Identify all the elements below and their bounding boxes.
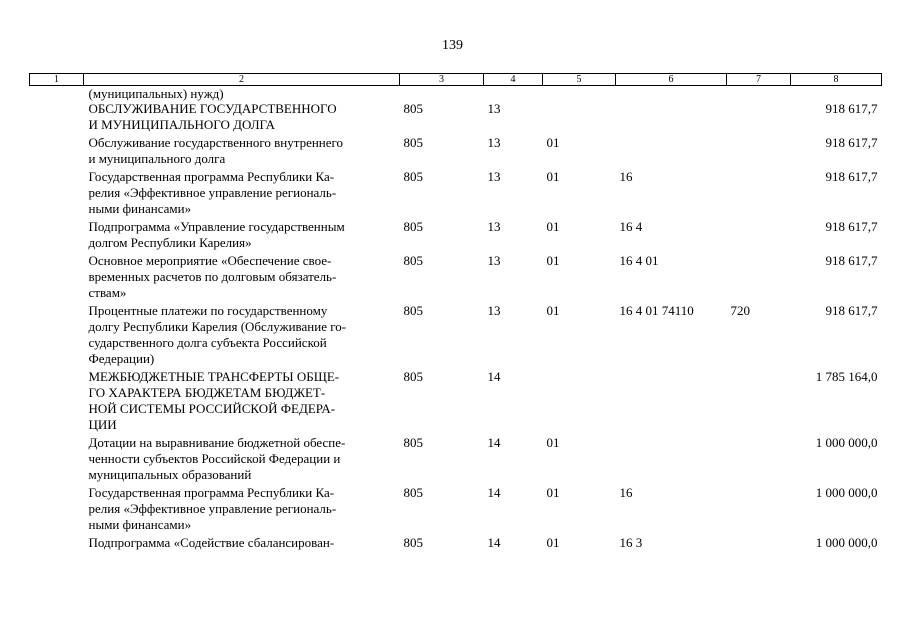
column-header-1: 1 <box>30 74 84 86</box>
expense-type-code <box>727 133 791 167</box>
description-line: временных расчетов по долговым обязатель- <box>88 269 337 284</box>
description-line: Федерации) <box>88 351 155 366</box>
expense-type-code <box>727 167 791 217</box>
description-line: муниципальных образований <box>88 467 252 482</box>
expense-type-code <box>727 101 791 133</box>
description-line: ченности субъектов Российской Федерации и <box>88 451 341 466</box>
row-number-cell <box>30 533 84 551</box>
column-numbers-header <box>30 74 882 86</box>
table-row <box>30 367 882 433</box>
amount: 1 000 000,0 <box>815 535 878 550</box>
section-code: 13 <box>487 135 501 150</box>
amount: 918 617,7 <box>825 101 878 116</box>
column-header-8: 8 <box>791 74 882 86</box>
description-line: ОБСЛУЖИВАНИЕ ГОСУДАРСТВЕННОГО <box>88 101 337 116</box>
table-row <box>30 533 882 551</box>
subsection-code: 01 <box>546 303 560 318</box>
table-row <box>30 251 882 301</box>
section-code: 13 <box>487 101 501 116</box>
row-description <box>84 251 400 301</box>
section-code: 14 <box>487 435 501 450</box>
description-line: и муниципального долга <box>88 151 226 166</box>
row-description <box>84 101 400 133</box>
table-row <box>30 101 882 133</box>
subsection-code <box>543 86 616 102</box>
expense-type-code <box>727 433 791 483</box>
description-line: сударственного долга субъекта Российской <box>88 335 327 350</box>
subsection-code <box>543 367 616 433</box>
target-article-code <box>616 101 727 133</box>
section-code: 14 <box>487 535 501 550</box>
target-article-code: 16 4 01 74110 <box>619 303 694 318</box>
ministry-code: 805 <box>403 101 423 116</box>
description-line: Обслуживание государственного внутреннего <box>88 135 344 150</box>
ministry-code: 805 <box>403 535 423 550</box>
description-line: ЦИИ <box>88 417 117 432</box>
column-header-2: 2 <box>84 74 400 86</box>
ministry-code: 805 <box>403 485 423 500</box>
row-description <box>84 167 400 217</box>
description-line: И МУНИЦИПАЛЬНОГО ДОЛГА <box>88 117 276 132</box>
description-line: Подпрограмма «Содействие сбалансирован- <box>88 535 335 550</box>
column-header-6: 6 <box>616 74 727 86</box>
description-line: ГО ХАРАКТЕРА БЮДЖЕТАМ БЮДЖЕТ- <box>88 385 326 400</box>
subsection-code <box>543 101 616 133</box>
section-code <box>484 86 543 102</box>
page-number: 139 <box>442 38 463 53</box>
amount <box>791 86 882 102</box>
amount: 918 617,7 <box>825 169 878 184</box>
row-number-cell <box>30 101 84 133</box>
table-row <box>30 301 882 367</box>
row-description <box>84 133 400 167</box>
amount: 918 617,7 <box>825 253 878 268</box>
row-description <box>84 483 400 533</box>
row-number-cell <box>30 367 84 433</box>
amount: 1 000 000,0 <box>815 435 878 450</box>
row-number-cell <box>30 483 84 533</box>
subsection-code: 01 <box>546 485 560 500</box>
target-article-code: 16 <box>619 169 633 184</box>
description-line: ными финансами» <box>88 201 192 216</box>
description-line: Дотации на выравнивание бюджетной обеспе- <box>88 435 346 450</box>
table-row <box>30 217 882 251</box>
table-row <box>30 433 882 483</box>
description-line: Государственная программа Республики Ка- <box>88 485 335 500</box>
amount: 1 785 164,0 <box>815 369 878 384</box>
ministry-code: 805 <box>403 253 423 268</box>
description-line: релия «Эффективное управление региональ- <box>88 185 337 200</box>
row-description <box>84 217 400 251</box>
column-header-5: 5 <box>543 74 616 86</box>
description-line: релия «Эффективное управление региональ- <box>88 501 337 516</box>
section-code: 14 <box>487 369 501 384</box>
description-line: Основное мероприятие «Обеспечение свое- <box>88 253 332 268</box>
ministry-code: 805 <box>403 219 423 234</box>
description-line: МЕЖБЮДЖЕТНЫЕ ТРАНСФЕРТЫ ОБЩЕ- <box>88 369 340 384</box>
row-number-cell <box>30 433 84 483</box>
row-description <box>84 86 400 102</box>
section-code: 13 <box>487 219 501 234</box>
row-number-cell <box>30 86 84 102</box>
expense-type-code: 720 <box>730 303 750 318</box>
section-code: 14 <box>487 485 501 500</box>
expense-type-code <box>727 217 791 251</box>
column-header-7: 7 <box>727 74 791 86</box>
table-body <box>30 86 882 552</box>
table-row <box>30 167 882 217</box>
ministry-code: 805 <box>403 435 423 450</box>
amount: 918 617,7 <box>825 135 878 150</box>
row-number-cell <box>30 133 84 167</box>
description-line: долгу Республики Карелия (Обслуживание го- <box>88 319 347 334</box>
description-line: НОЙ СИСТЕМЫ РОССИЙСКОЙ ФЕДЕРА- <box>88 401 336 416</box>
description-line: ными финансами» <box>88 517 192 532</box>
section-code: 13 <box>487 169 501 184</box>
expense-type-code <box>727 533 791 551</box>
expense-type-code <box>727 483 791 533</box>
row-description <box>84 367 400 433</box>
subsection-code: 01 <box>546 219 560 234</box>
table-row <box>30 86 882 102</box>
subsection-code: 01 <box>546 435 560 450</box>
subsection-code: 01 <box>546 169 560 184</box>
subsection-code: 01 <box>546 535 560 550</box>
description-line: ствам» <box>88 285 127 300</box>
description-line: Государственная программа Республики Ка- <box>88 169 335 184</box>
amount: 918 617,7 <box>825 219 878 234</box>
row-description <box>84 301 400 367</box>
column-header-4: 4 <box>484 74 543 86</box>
row-number-cell <box>30 167 84 217</box>
row-number-cell <box>30 217 84 251</box>
expense-type-code <box>727 251 791 301</box>
description-line: Подпрограмма «Управление государственным <box>88 219 345 234</box>
ministry-code: 805 <box>403 303 423 318</box>
target-article-code <box>616 367 727 433</box>
expense-type-code <box>727 86 791 102</box>
target-article-code: 16 4 <box>619 219 643 234</box>
subsection-code: 01 <box>546 135 560 150</box>
target-article-code: 16 4 01 <box>619 253 659 268</box>
amount: 1 000 000,0 <box>815 485 878 500</box>
table-row <box>30 133 882 167</box>
expense-type-code <box>727 367 791 433</box>
table-row <box>30 483 882 533</box>
section-code: 13 <box>487 253 501 268</box>
amount: 918 617,7 <box>825 303 878 318</box>
subsection-code: 01 <box>546 253 560 268</box>
ministry-code <box>400 86 484 102</box>
ministry-code: 805 <box>403 169 423 184</box>
description-line: долгом Республики Карелия» <box>88 235 252 250</box>
row-description <box>84 533 400 551</box>
row-number-cell <box>30 251 84 301</box>
target-article-code <box>616 133 727 167</box>
description-line: Процентные платежи по государственному <box>88 303 328 318</box>
target-article-code <box>616 86 727 102</box>
target-article-code: 16 <box>619 485 633 500</box>
ministry-code: 805 <box>403 135 423 150</box>
target-article-code: 16 3 <box>619 535 643 550</box>
description-line: (муниципальных) нужд) <box>88 86 224 101</box>
column-header-3: 3 <box>400 74 484 86</box>
budget-table <box>29 73 882 551</box>
ministry-code: 805 <box>403 369 423 384</box>
section-code: 13 <box>487 303 501 318</box>
row-number-cell <box>30 301 84 367</box>
target-article-code <box>616 433 727 483</box>
row-description <box>84 433 400 483</box>
